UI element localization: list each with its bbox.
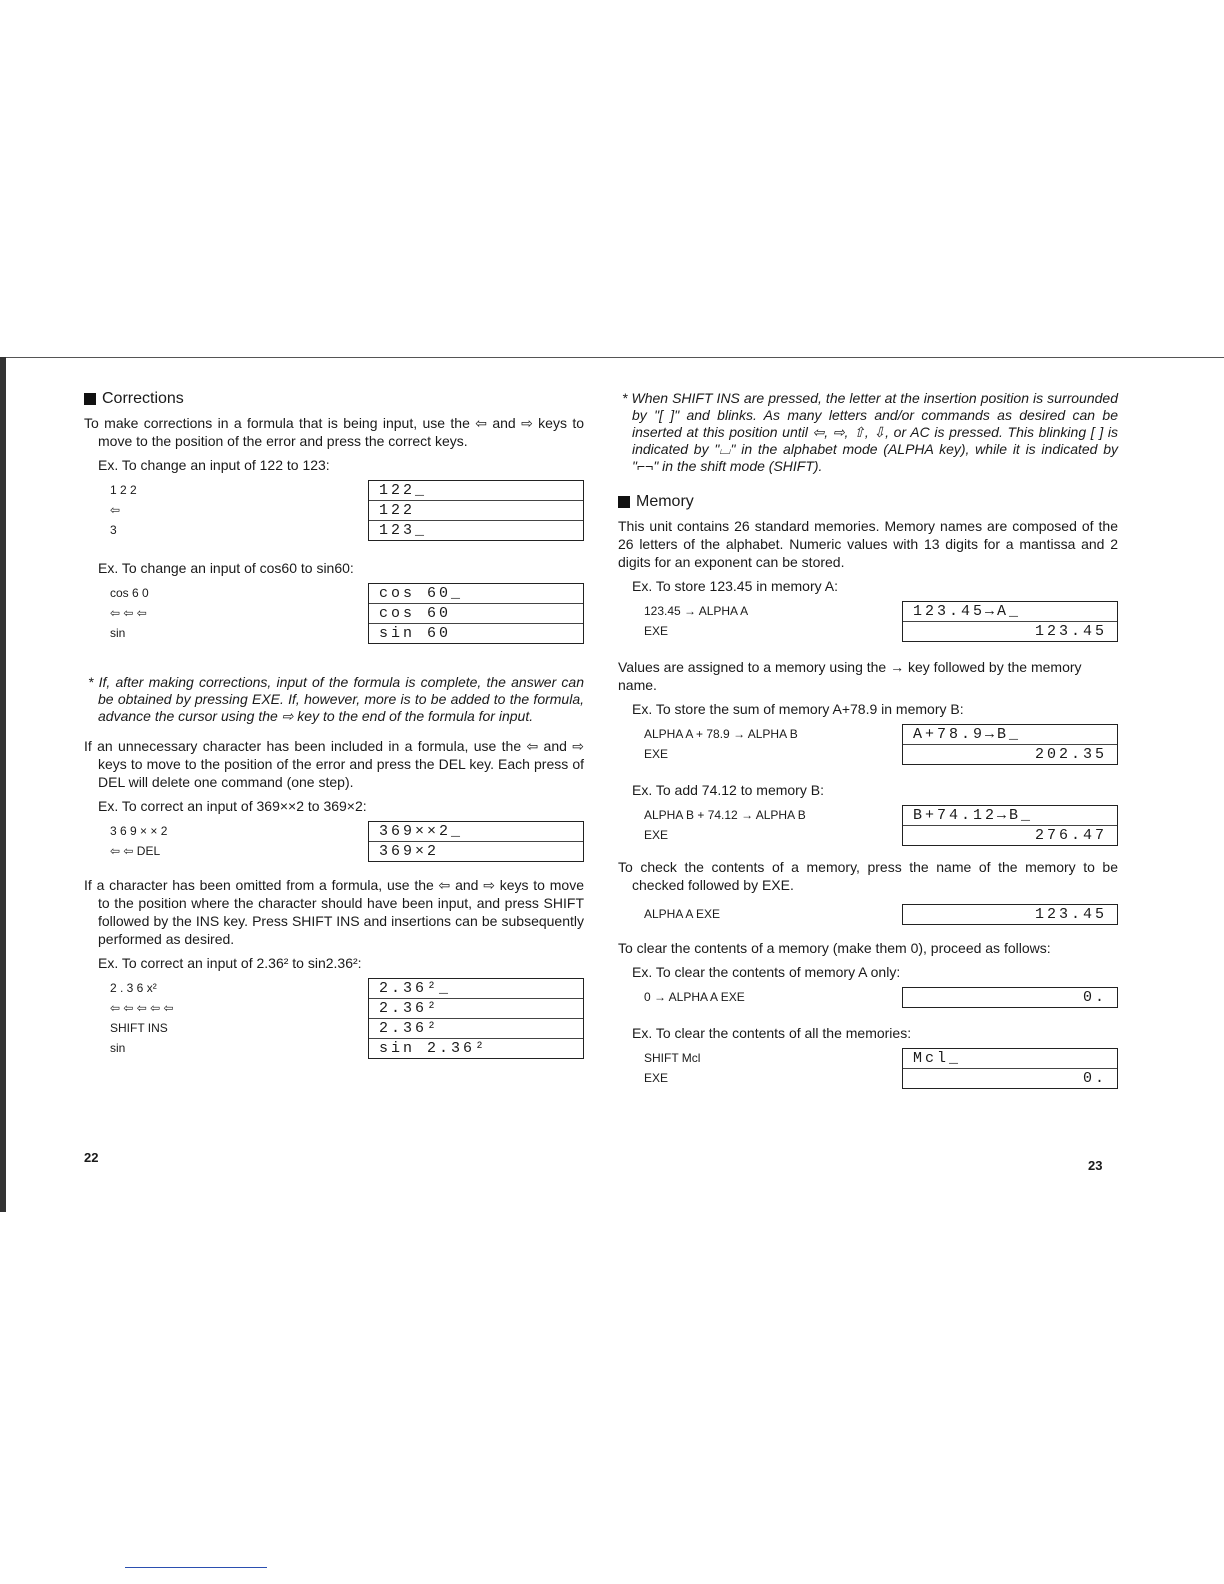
key-sequence: 3 6 9 × × 2 ⇦ ⇦ DEL bbox=[110, 824, 168, 858]
link-underline bbox=[125, 1567, 267, 1568]
right-page bbox=[618, 390, 1118, 1089]
key-sequence: SHIFT Mcl EXE bbox=[644, 1051, 701, 1085]
paragraph: To clear the contents of a memory (make them 0), proceed as follows: bbox=[618, 940, 1051, 956]
example-row bbox=[644, 1048, 1118, 1089]
example-row bbox=[110, 821, 584, 862]
key-sequence: ALPHA A + 78.9 → ALPHA B EXE bbox=[644, 727, 798, 761]
paragraph: Values are assigned to a memory using the → key followed by the memory name. bbox=[618, 659, 1082, 693]
square-bullet-icon bbox=[618, 496, 630, 508]
example-row bbox=[110, 978, 584, 1059]
section-title-corrections: Corrections bbox=[84, 390, 584, 408]
paragraph: To check the contents of a memory, press the name of the memory to be checked followed by EXE. bbox=[618, 859, 1118, 893]
paragraph: If a character has been omitted from a formula, use the ⇦ and ⇨ keys to move to the position where the character should have been input, and press SHIFT followed by the INS key. Press SHIFT INS and insertions can be subsequently performed as desired. bbox=[84, 877, 584, 947]
key-sequence: cos 6 0 ⇦ ⇦ ⇦ sin bbox=[110, 586, 149, 640]
key-sequence: ALPHA A EXE bbox=[644, 907, 721, 921]
example-title: Ex. To add 74.12 to memory B: bbox=[632, 782, 824, 798]
example-title: Ex. To clear the contents of memory A only: bbox=[632, 964, 901, 980]
example-row bbox=[644, 805, 1118, 846]
lcd-display: Mcl_ 0. bbox=[902, 1048, 1118, 1089]
left-page bbox=[84, 390, 584, 1059]
page-number-right: 23 bbox=[1088, 1158, 1103, 1173]
lcd-display: 0. bbox=[902, 987, 1118, 1008]
example-row bbox=[644, 904, 1118, 925]
paragraph: If an unnecessary character has been included in a formula, use the ⇦ and ⇨ keys to move to the position of the error and press the DEL key. Each press of DEL will delete one command (one step). bbox=[84, 738, 584, 790]
key-sequence: 123.45 → ALPHA A EXE bbox=[644, 604, 749, 638]
lcd-display: 2.36²_ 2.36² 2.36² sin 2.36² bbox=[368, 978, 584, 1059]
page-number-left: 22 bbox=[84, 1150, 99, 1165]
note: * When SHIFT INS are pressed, the letter at the insertion position is surrounded by "[ ]" and blinks. As many letters and/or commands as desired can be inserted at this position until ⇦, ⇨, ⇧, ⇩, or AC is pressed. This blinking [ ] is indicated by "⌴" in the alphabet mode (ALPHA key), while it is indicated by "⌐¬" in the shift mode (SHIFT). bbox=[622, 390, 1118, 474]
lcd-display: 369××2_ 369×2 bbox=[368, 821, 584, 862]
example-row bbox=[644, 987, 1118, 1008]
example-title: Ex. To correct an input of 369××2 to 369×2: bbox=[98, 798, 367, 814]
example-title: Ex. To clear the contents of all the memories: bbox=[632, 1025, 912, 1041]
square-bullet-icon bbox=[84, 393, 96, 405]
key-sequence: 2 . 3 6 x² ⇦ ⇦ ⇦ ⇦ ⇦ SHIFT INS sin bbox=[110, 981, 174, 1055]
paragraph: This unit contains 26 standard memories. Memory names are composed of the 26 letters of the alphabet. Numeric values with 13 digits for a mantissa and 2 digits for an exponent can be stored. bbox=[618, 518, 1118, 570]
lcd-display: 122_ 122 123_ bbox=[368, 480, 584, 541]
example-title: Ex. To correct an input of 2.36² to sin2.36²: bbox=[98, 955, 362, 971]
binding-edge bbox=[0, 357, 6, 1212]
lcd-display: A+78.9→B_ 202.35 bbox=[902, 724, 1118, 765]
lcd-display: 123.45→A_ 123.45 bbox=[902, 601, 1118, 642]
example-row bbox=[644, 724, 1118, 765]
lcd-display: cos 60_ cos 60 sin 60 bbox=[368, 583, 584, 644]
key-sequence: 1 2 2 ⇦ 3 bbox=[110, 483, 137, 537]
example-row bbox=[110, 480, 584, 541]
note: * If, after making corrections, input of the formula is complete, the answer can be obtained by pressing EXE. If, however, more is to be added to the formula, advance the cursor using the ⇨ key to the end of the formula for input. bbox=[88, 674, 584, 724]
top-rule bbox=[0, 357, 1224, 358]
lcd-display: 123.45 bbox=[902, 904, 1118, 925]
example-row bbox=[110, 583, 584, 644]
paragraph: To make corrections in a formula that is being input, use the ⇦ and ⇨ keys to move to the position of the error and press the correct keys. bbox=[84, 415, 584, 449]
section-title-memory: Memory bbox=[618, 493, 1118, 511]
example-title: Ex. To store 123.45 in memory A: bbox=[632, 578, 838, 594]
example-title: Ex. To change an input of cos60 to sin60: bbox=[98, 560, 354, 576]
example-title: Ex. To change an input of 122 to 123: bbox=[98, 457, 330, 473]
lcd-display: B+74.12→B_ 276.47 bbox=[902, 805, 1118, 846]
key-sequence: 0 → ALPHA A EXE bbox=[644, 990, 745, 1004]
example-title: Ex. To store the sum of memory A+78.9 in memory B: bbox=[632, 701, 964, 717]
example-row bbox=[644, 601, 1118, 642]
key-sequence: ALPHA B + 74.12 → ALPHA B EXE bbox=[644, 808, 806, 842]
